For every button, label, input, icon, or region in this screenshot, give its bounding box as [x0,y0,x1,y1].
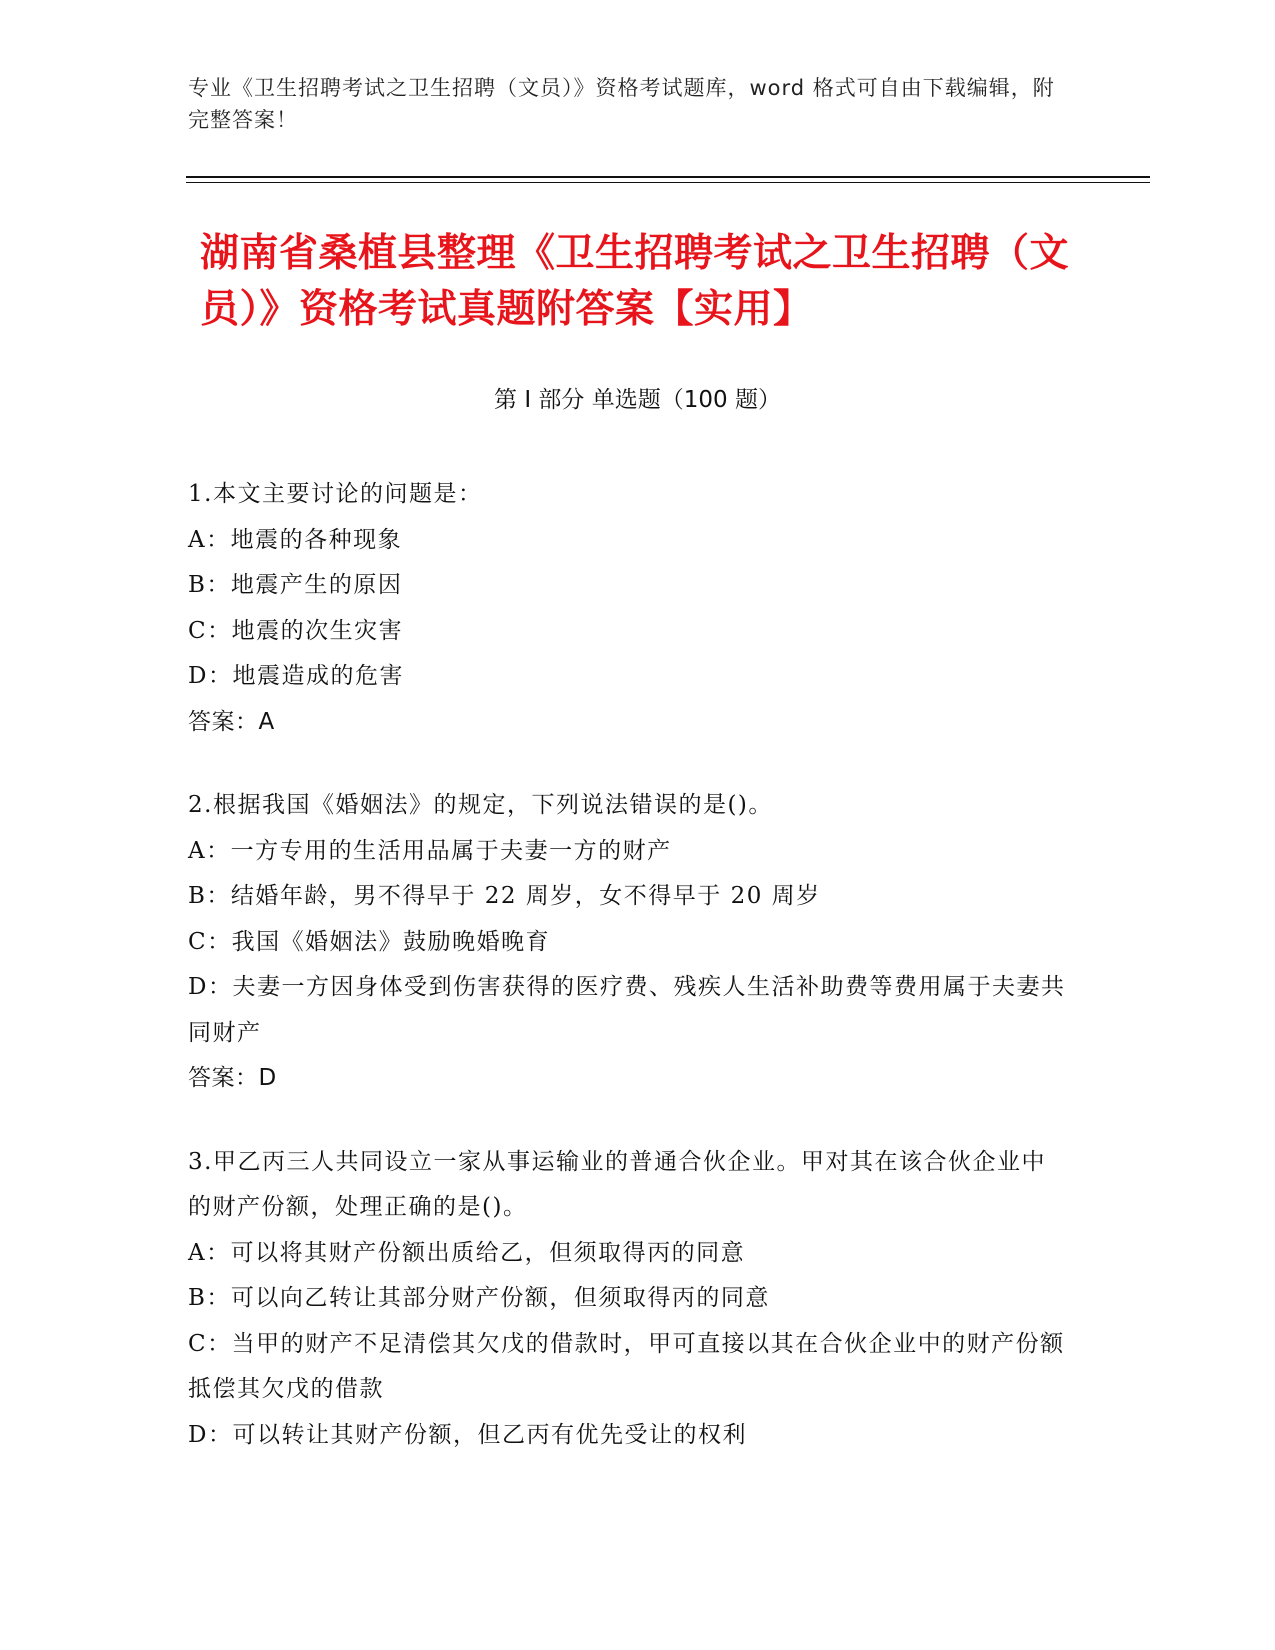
question-stem: 2.根据我国《婚姻法》的规定，下列说法错误的是()。 [188,792,773,818]
option-c: C：当甲的财产不足清偿其欠戊的借款时，甲可直接以其在合伙企业中的财产份额抵偿其欠戊的借款 [188,1330,1065,1402]
option-d: D：地震造成的危害 [188,663,404,689]
question-3 [188,1140,1068,1459]
question-1 [188,472,1068,745]
header-note: 专业《卫生招聘考试之卫生招聘（文员）》资格考试题库，word 格式可自由下载编辑，附完整答案！ [188,76,1055,132]
option-c: C：地震的次生灾害 [188,617,404,644]
option-b: B：地震产生的原因 [188,572,403,598]
header-divider-thick [186,176,1150,178]
option-d: D：夫妻一方因身体受到伤害获得的医疗费、残疾人生活补助费等费用属于夫妻共同财产 [188,974,1066,1046]
option-a: A：一方专用的生活用品属于夫妻一方的财产 [188,837,672,864]
document-title: 湖南省桑植县整理《卫生招聘考试之卫生招聘（文员）》资格考试真题附答案【实用】 [200,231,1070,332]
question-2 [188,783,1068,1102]
option-d: D：可以转让其财产份额，但乙丙有优先受让的权利 [188,1421,747,1448]
answer: 答案：D [188,1065,277,1091]
question-stem: 3.甲乙丙三人共同设立一家从事运输业的普通合伙企业。甲对其在该合伙企业中的财产份额，处理正确的是()。 [188,1148,1046,1220]
answer: 答案：A [188,708,275,735]
option-a: A：可以将其财产份额出质给乙，但须取得丙的同意 [188,1239,746,1266]
question-stem: 1.本文主要讨论的问题是： [188,481,483,507]
option-a: A：地震的各种现象 [188,526,403,553]
option-b: B：结婚年龄，男不得早于 22 周岁，女不得早于 20 周岁 [188,883,821,909]
option-c: C：我国《婚姻法》鼓励晚婚晚育 [188,928,551,955]
section-heading: 第 I 部分 单选题（100 题） [494,387,781,413]
option-b: B：可以向乙转让其部分财产份额，但须取得丙的同意 [188,1285,770,1311]
header-divider-thin [186,182,1150,183]
question-list [188,472,1068,1458]
